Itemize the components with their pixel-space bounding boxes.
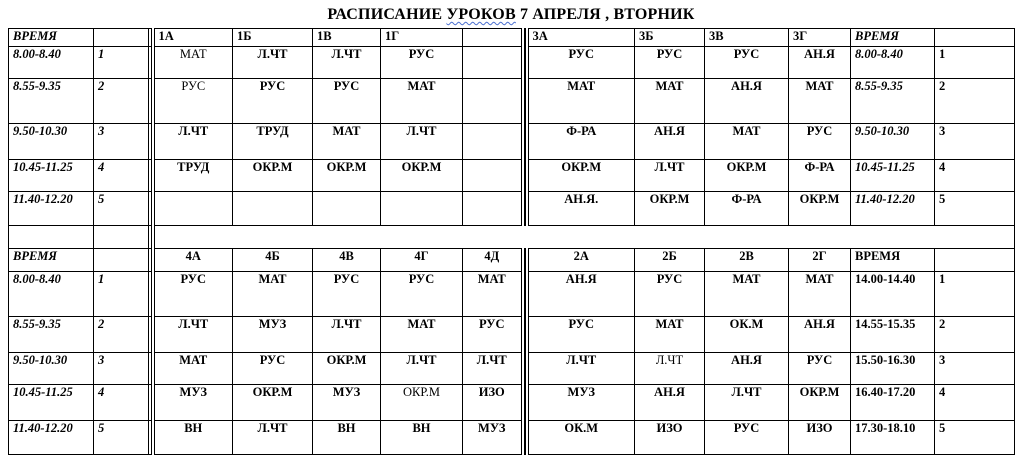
subject-cell (463, 160, 523, 192)
subject-cell: МАТ (463, 272, 523, 317)
class-header: 4Д (463, 249, 523, 272)
time-cell: 11.40-12.20 (9, 192, 94, 226)
subject-cell: РУС (527, 317, 635, 353)
class-header: 2Б (635, 249, 705, 272)
time-cell: 9.50-10.30 (9, 124, 94, 160)
subject-cell: РУС (635, 272, 705, 317)
time-cell-right: 15.50-16.30 (851, 353, 935, 385)
subject-cell: РУС (527, 47, 635, 79)
class-header: 1А (153, 29, 233, 47)
subject-cell: Л.ЧТ (153, 317, 233, 353)
subject-cell: ТРУД (233, 124, 313, 160)
table-row (9, 47, 1015, 79)
time-cell-right: 9.50-10.30 (851, 124, 935, 160)
table-row (9, 421, 1015, 455)
lesson-number: 1 (94, 47, 149, 79)
subject-cell (233, 192, 313, 226)
subject-cell: МАТ (233, 272, 313, 317)
subject-cell: МАТ (635, 317, 705, 353)
subject-cell: Л.ЧТ (153, 124, 233, 160)
class-header: 3В (705, 29, 789, 47)
subject-cell: Л.ЧТ (705, 385, 789, 421)
subject-cell: ОКР.М (635, 192, 705, 226)
subject-cell: МАТ (313, 124, 381, 160)
subject-cell: РУС (233, 79, 313, 124)
time-cell-right: 10.45-11.25 (851, 160, 935, 192)
lesson-number-right: 3 (935, 353, 1015, 385)
subject-cell: РУС (233, 353, 313, 385)
subject-cell: Л.ЧТ (635, 160, 705, 192)
subject-cell: АН.Я (705, 353, 789, 385)
subject-cell: ВН (381, 421, 463, 455)
time-cell-right: 14.55-15.35 (851, 317, 935, 353)
subject-cell: МУЗ (463, 421, 523, 455)
subject-cell: МУЗ (233, 317, 313, 353)
subject-cell (153, 192, 233, 226)
subject-cell: МУЗ (153, 385, 233, 421)
subject-cell: АН.Я (789, 47, 851, 79)
table-row (9, 124, 1015, 160)
class-header: 4В (313, 249, 381, 272)
subject-cell: ОКР.М (381, 385, 463, 421)
subject-cell: МАТ (705, 124, 789, 160)
lesson-number: 3 (94, 124, 149, 160)
lesson-number-right: 2 (935, 79, 1015, 124)
subject-cell: ОКР.М (705, 160, 789, 192)
time-cell: 10.45-11.25 (9, 160, 94, 192)
class-header: 1Г (381, 29, 463, 47)
subject-cell: АН.Я (635, 385, 705, 421)
title-suffix: 7 АПРЕЛЯ , ВТОРНИК (515, 6, 695, 23)
lesson-number: 3 (94, 353, 149, 385)
table-row (9, 272, 1015, 317)
subject-cell: РУС (313, 79, 381, 124)
class-header: 3Г (789, 29, 851, 47)
subject-cell: РУС (153, 272, 233, 317)
separator-band (153, 226, 1015, 249)
table-row (9, 385, 1015, 421)
time-cell-right: 11.40-12.20 (851, 192, 935, 226)
schedule-table (8, 28, 1015, 455)
subject-cell (381, 192, 463, 226)
subject-cell: РУС (789, 124, 851, 160)
lesson-number-right: 5 (935, 421, 1015, 455)
subject-cell: ИЗО (789, 421, 851, 455)
empty-cell (9, 226, 94, 249)
table-row (9, 317, 1015, 353)
subject-cell: АН.Я (705, 79, 789, 124)
subject-cell: АН.Я. (527, 192, 635, 226)
class-header: 4Б (233, 249, 313, 272)
empty-cell (94, 226, 149, 249)
subject-cell: РУС (153, 79, 233, 124)
subject-cell: РУС (381, 47, 463, 79)
subject-cell: ОКР.М (527, 160, 635, 192)
subject-cell: Л.ЧТ (381, 353, 463, 385)
subject-cell: РУС (789, 353, 851, 385)
class-header: 2В (705, 249, 789, 272)
subject-cell: РУС (705, 421, 789, 455)
time-cell-right: 8.00-8.40 (851, 47, 935, 79)
subject-cell (313, 192, 381, 226)
subject-cell: МАТ (705, 272, 789, 317)
class-header: 2А (527, 249, 635, 272)
lesson-number: 4 (94, 385, 149, 421)
subject-cell: Л.ЧТ (527, 353, 635, 385)
subject-cell: Ф-РА (789, 160, 851, 192)
class-header: 4А (153, 249, 233, 272)
subject-cell: МАТ (789, 79, 851, 124)
subject-cell: Ф-РА (527, 124, 635, 160)
subject-cell: РУС (705, 47, 789, 79)
num-header (94, 29, 149, 47)
subject-cell: Л.ЧТ (313, 47, 381, 79)
lesson-number-right: 4 (935, 385, 1015, 421)
num-header-right (935, 29, 1015, 47)
title-prefix: РАСПИСАНИЕ (327, 6, 447, 23)
subject-cell: АН.Я (527, 272, 635, 317)
subject-cell: МУЗ (527, 385, 635, 421)
subject-cell: РУС (381, 272, 463, 317)
subject-cell: ОКР.М (313, 353, 381, 385)
subject-cell: ОКР.М (233, 160, 313, 192)
lesson-number-right: 1 (935, 272, 1015, 317)
time-header-right: ВРЕМЯ (851, 29, 935, 47)
time-cell: 10.45-11.25 (9, 385, 94, 421)
subject-cell: Л.ЧТ (313, 317, 381, 353)
lesson-number-right: 1 (935, 47, 1015, 79)
time-cell-right: 17.30-18.10 (851, 421, 935, 455)
subject-cell: ОКР.М (313, 160, 381, 192)
time-cell: 8.55-9.35 (9, 79, 94, 124)
subject-cell (463, 192, 523, 226)
time-cell-right: 8.55-9.35 (851, 79, 935, 124)
class-header: 3А (527, 29, 635, 47)
subject-cell: ОК.М (705, 317, 789, 353)
lesson-number: 2 (94, 317, 149, 353)
subject-cell: РУС (635, 47, 705, 79)
subject-cell: ОКР.М (233, 385, 313, 421)
lesson-number-right: 2 (935, 317, 1015, 353)
subject-cell (463, 124, 523, 160)
subject-cell: МАТ (381, 79, 463, 124)
subject-cell: ОКР.М (381, 160, 463, 192)
subject-cell: МАТ (153, 353, 233, 385)
time-cell: 9.50-10.30 (9, 353, 94, 385)
table-row (9, 353, 1015, 385)
subject-cell: ВН (153, 421, 233, 455)
time-header: ВРЕМЯ (9, 249, 94, 272)
lesson-number: 5 (94, 192, 149, 226)
page-title (0, 6, 1022, 24)
table-row (9, 79, 1015, 124)
lesson-number: 5 (94, 421, 149, 455)
subject-cell: ОКР.М (789, 192, 851, 226)
class-header: 1В (313, 29, 381, 47)
num-header (94, 249, 149, 272)
lesson-number: 4 (94, 160, 149, 192)
class-header: 3Б (635, 29, 705, 47)
subject-cell (463, 79, 523, 124)
time-cell: 11.40-12.20 (9, 421, 94, 455)
subject-cell: МАТ (789, 272, 851, 317)
time-header-right: ВРЕМЯ (851, 249, 935, 272)
subject-cell: МАТ (527, 79, 635, 124)
subject-cell: МУЗ (313, 385, 381, 421)
num-header-right (935, 249, 1015, 272)
subject-cell: ОК.М (527, 421, 635, 455)
subject-cell: Л.ЧТ (381, 124, 463, 160)
subject-cell: АН.Я (789, 317, 851, 353)
subject-cell (463, 47, 523, 79)
lesson-number: 2 (94, 79, 149, 124)
class-header: 1Б (233, 29, 313, 47)
subject-cell: Л.ЧТ (233, 47, 313, 79)
subject-cell: МАТ (381, 317, 463, 353)
lesson-number-right: 5 (935, 192, 1015, 226)
subject-cell: МАТ (635, 79, 705, 124)
lesson-number-right: 4 (935, 160, 1015, 192)
subject-cell: МАТ (153, 47, 233, 79)
subject-cell: АН.Я (635, 124, 705, 160)
time-header: ВРЕМЯ (9, 29, 94, 47)
subject-cell: ВН (313, 421, 381, 455)
lesson-number: 1 (94, 272, 149, 317)
table-row (9, 192, 1015, 226)
class-header (463, 29, 523, 47)
time-cell-right: 16.40-17.20 (851, 385, 935, 421)
subject-cell: ИЗО (463, 385, 523, 421)
subject-cell: Л.ЧТ (463, 353, 523, 385)
subject-cell: ИЗО (635, 421, 705, 455)
time-cell: 8.00-8.40 (9, 47, 94, 79)
lesson-number-right: 3 (935, 124, 1015, 160)
table-row (9, 160, 1015, 192)
time-cell: 8.00-8.40 (9, 272, 94, 317)
class-header: 4Г (381, 249, 463, 272)
subject-cell: ТРУД (153, 160, 233, 192)
title-underlined-word: УРОКОВ (446, 6, 516, 23)
subject-cell: ОКР.М (789, 385, 851, 421)
subject-cell: РУС (313, 272, 381, 317)
subject-cell: Л.ЧТ (635, 353, 705, 385)
subject-cell: Ф-РА (705, 192, 789, 226)
class-header: 2Г (789, 249, 851, 272)
subject-cell: РУС (463, 317, 523, 353)
table-row (9, 29, 1015, 47)
table-row (9, 226, 1015, 249)
time-cell-right: 14.00-14.40 (851, 272, 935, 317)
subject-cell: Л.ЧТ (233, 421, 313, 455)
table-row (9, 249, 1015, 272)
time-cell: 8.55-9.35 (9, 317, 94, 353)
